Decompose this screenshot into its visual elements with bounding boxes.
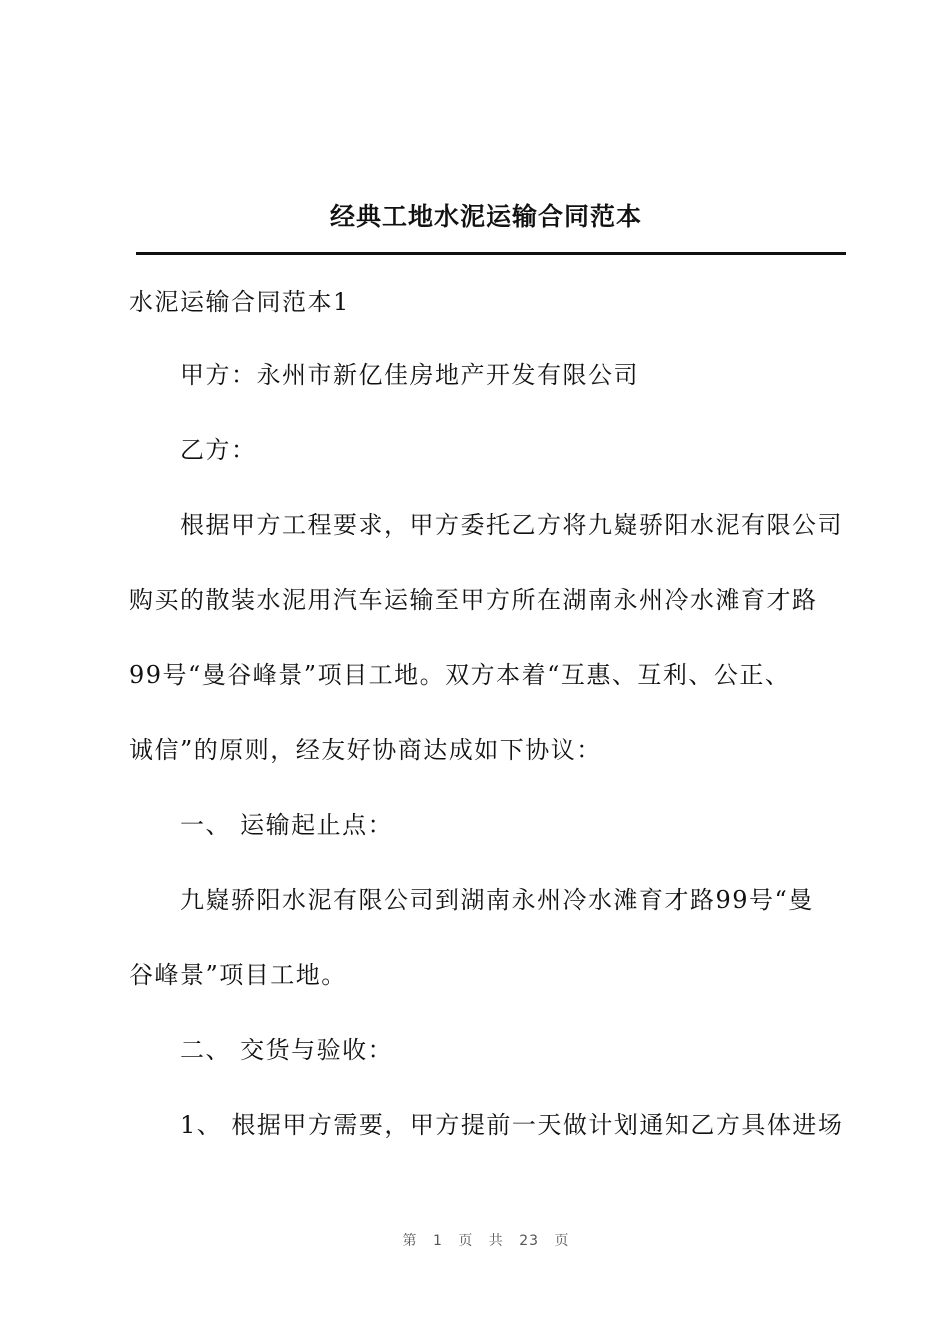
body-paragraph-line: 购买的散装水泥用汽车运输至甲方所在湖南永州冷水滩育才路 — [129, 586, 818, 614]
body-paragraph-line: 谷峰景”项目工地。 — [129, 961, 347, 989]
party-b-line: 乙方： — [180, 436, 257, 464]
document-title: 经典工地水泥运输合同范本 — [329, 202, 642, 231]
party-a-line: 甲方：永州市新亿佳房地产开发有限公司 — [180, 361, 639, 389]
body-paragraph-line: 根据甲方工程要求，甲方委托乙方将九嶷骄阳水泥有限公司 — [180, 511, 843, 539]
body-paragraph-line: 99号“曼谷峰景”项目工地。双方本着“互惠、互利、公正、 — [129, 661, 791, 689]
footer-page-unit: 页 — [458, 1233, 474, 1249]
footer-total-pages: 23 — [519, 1233, 540, 1249]
footer-page-word: 第 — [402, 1233, 418, 1249]
footer-page-number: 1 — [432, 1233, 443, 1249]
body-paragraph-line: 九嶷骄阳水泥有限公司到湖南永州冷水滩育才路99号“曼 — [180, 886, 814, 914]
page-footer — [0, 1230, 950, 1250]
section-heading: 水泥运输合同范本1 — [129, 288, 350, 316]
footer-total-unit: 页 — [554, 1233, 570, 1249]
title-underline — [136, 252, 846, 255]
body-paragraph-line: 诚信”的原则，经友好协商达成如下协议： — [129, 736, 602, 764]
footer-total-word: 共 — [488, 1233, 504, 1249]
clause-heading: 二、 交货与验收： — [180, 1036, 394, 1064]
body-paragraph-line: 1、 根据甲方需要，甲方提前一天做计划通知乙方具体进场 — [180, 1111, 844, 1139]
clause-heading: 一、 运输起止点： — [180, 811, 394, 839]
